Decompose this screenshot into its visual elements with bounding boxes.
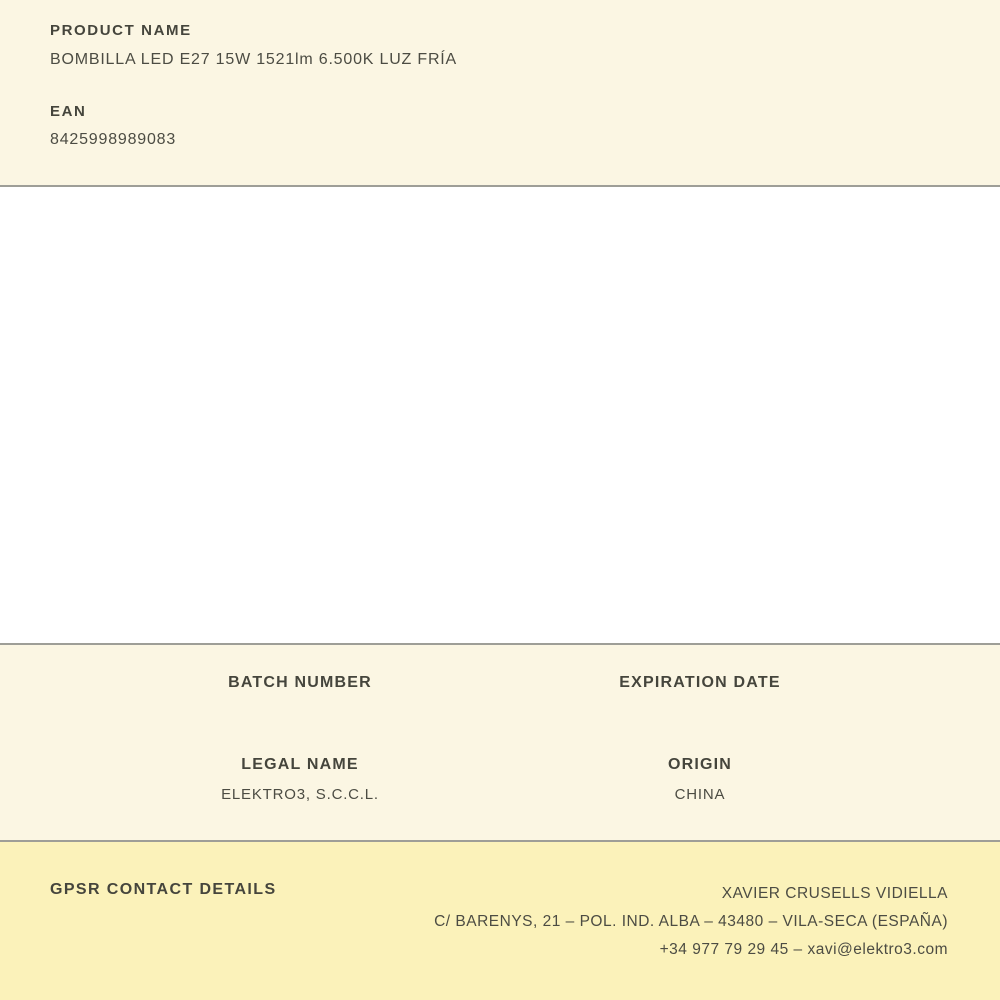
product-name-value: BOMBILLA LED E27 15W 1521lm 6.500K LUZ FRÍA: [50, 50, 458, 68]
gpsr-contact-name: XAVIER CRUSELLS VIDIELLA: [721, 885, 948, 902]
product-name-label: PRODUCT NAME: [50, 22, 192, 39]
ean-value: 8425998989083: [50, 131, 177, 149]
expiration-date-field: [500, 673, 900, 703]
legal-name-field: [100, 755, 500, 805]
ean-label: EAN: [50, 102, 87, 120]
legal-name-label: LEGAL NAME: [241, 756, 359, 773]
batch-number-label: BATCH NUMBER: [228, 674, 372, 691]
gpsr-contact-phone-email: +34 977 79 29 45 – xavi@elektro3.com: [659, 941, 948, 958]
expiration-date-label: EXPIRATION DATE: [619, 674, 781, 691]
gpsr-contact-address: C/ BARENYS, 21 – POL. IND. ALBA – 43480 – VILA-SECA (ESPAÑA): [434, 913, 948, 930]
details-section: [0, 645, 1000, 840]
batch-number-field: [100, 673, 500, 703]
product-header-section: [0, 0, 1000, 185]
origin-field: [500, 755, 900, 805]
legal-name-value: ELEKTRO3, S.C.C.L.: [221, 786, 379, 803]
gpsr-contact-details-label: GPSR CONTACT DETAILS: [50, 881, 277, 898]
gpsr-section: [0, 842, 1000, 1000]
blank-area: [0, 187, 1000, 643]
product-name-field: [50, 22, 950, 71]
origin-label: ORIGIN: [667, 756, 733, 773]
gpsr-contact-info: [277, 880, 948, 964]
ean-field: [50, 103, 950, 152]
details-grid: [100, 673, 900, 805]
origin-value: CHINA: [674, 786, 726, 803]
